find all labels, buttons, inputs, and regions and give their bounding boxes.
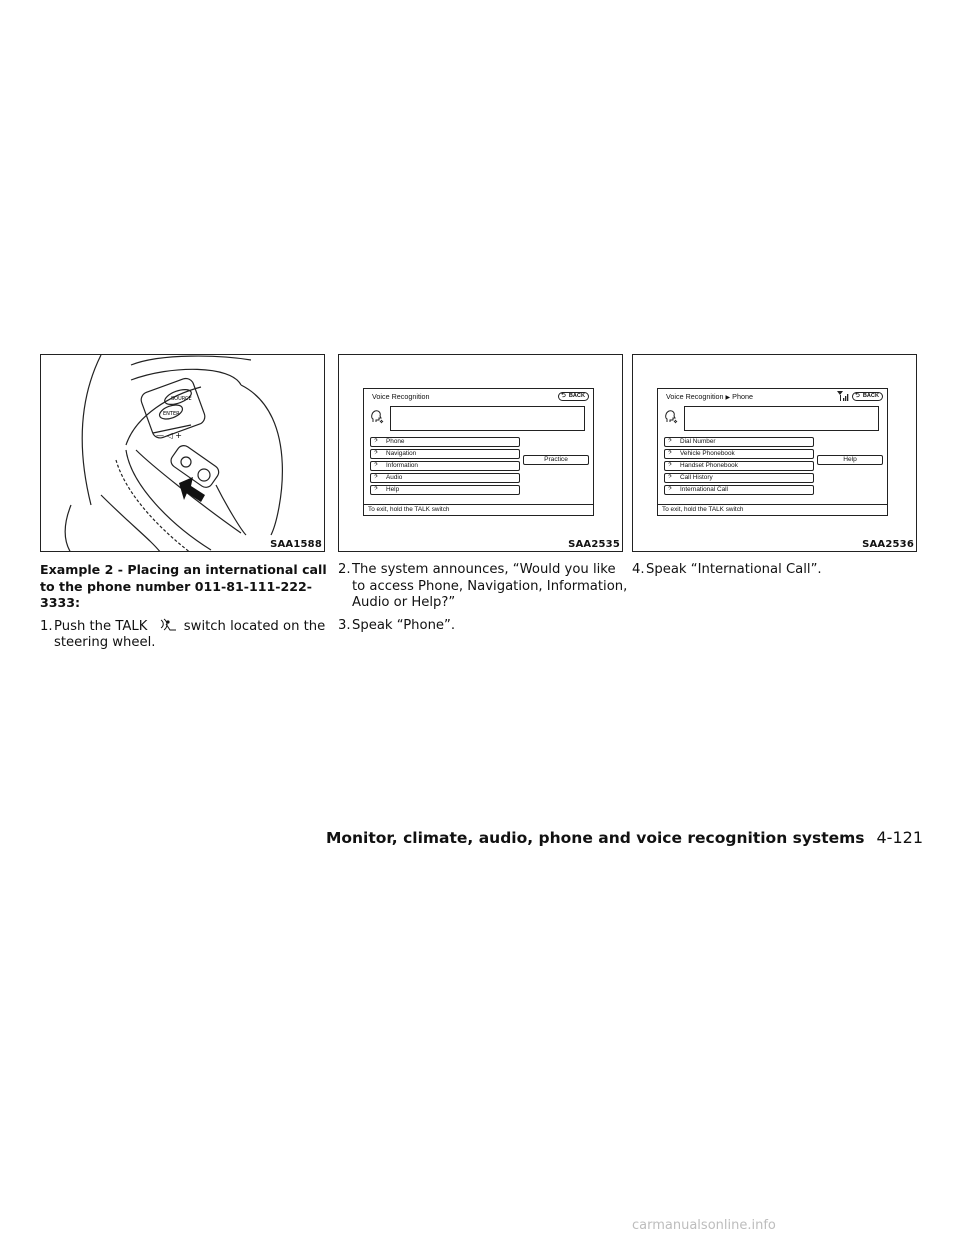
column-1 [40,562,330,658]
step-1 [40,618,330,652]
example-heading: Example 2 - Placing an international call to the phone number 011-81-111-222-3333: [40,562,327,610]
menu-item-help[interactable] [370,485,520,495]
menu-item-navigation[interactable] [370,449,520,459]
menu-item-information[interactable] [370,461,520,471]
menu-item-label: Phone [386,438,405,445]
step-1-text-b: switch located on the steering wheel. [54,618,326,650]
screen-title-sub: Phone [732,392,753,401]
menu-item-dial-number[interactable] [664,437,814,447]
speaking-face-icon [370,409,384,424]
step-3 [338,618,628,635]
figure-code: SAA2536 [862,539,914,550]
step-2 [338,562,628,612]
menu-item-handset-phonebook[interactable] [664,461,814,471]
step-2-text: The system announces, “Would you like to access Phone, Navigation, Information, Audio or Help?” [352,562,628,610]
section-title: Monitor, climate, audio, phone and voice recognition systems [325,829,865,847]
voice-command-icon: 𝄢 [374,439,378,445]
menu-item-label: Handset Phonebook [680,462,738,470]
recognition-display-box [684,406,879,431]
voice-command-icon: 𝄢 [668,487,672,494]
help-button[interactable]: Help [817,455,883,465]
page-number: 4-121 [876,828,923,847]
exit-hint: To exit, hold the TALK switch [364,504,593,515]
speaking-face-icon [664,409,678,424]
back-arrow-icon: ⮌ [855,393,860,399]
menu-item-label: International Call [680,486,728,494]
step-number: 1. [40,618,53,634]
step-3-text: Speak “Phone”. [352,617,456,633]
voice-command-icon: 𝄢 [374,463,378,470]
menu-item-audio[interactable] [370,473,520,483]
back-button[interactable] [558,392,589,401]
step-number: 4. [632,562,645,577]
menu-item-label: Information [386,462,418,470]
screen-title-main: Voice Recognition [666,392,724,401]
voice-recognition-screen [363,388,594,516]
screen-title: Voice Recognition [372,392,430,401]
menu-item-vehicle-phonebook[interactable] [664,449,814,459]
step-number: 3. [338,617,351,633]
column-2 [338,562,628,640]
menu-item-label: Navigation [386,450,417,458]
voice-command-icon: 𝄢 [668,451,672,458]
figure-code: SAA2535 [568,539,620,550]
steering-wheel-illustration [41,355,325,552]
menu-item-call-history[interactable] [664,473,814,483]
figure-voice-recognition [338,354,623,552]
step-4-text: Speak “International Call”. [646,562,822,577]
practice-button[interactable]: Practice [523,455,589,465]
menu-item-international-call[interactable] [664,485,814,495]
svg-text:SOURCE: SOURCE [171,396,192,402]
exit-hint: To exit, hold the TALK switch [658,504,887,515]
column-3 [632,562,922,585]
menu-item-label: Call History [680,474,713,482]
svg-text:ENTER: ENTER [163,411,180,417]
breadcrumb-arrow-icon: ▶ [725,395,731,401]
menu-item-label: Help [386,486,400,494]
watermark[interactable]: carmanualsonline.info [632,1218,776,1233]
recognition-display-box [390,406,585,431]
back-label: BACK [862,393,879,399]
voice-command-icon: 𝄢 [668,463,672,470]
voice-command-icon: 𝄢 [668,439,672,445]
voice-command-icon: 𝄢 [374,487,378,494]
menu-item-label: Vehicle Phonebook [680,450,735,458]
voice-recognition-phone-screen [657,388,888,516]
menu-item-phone[interactable] [370,437,520,447]
menu-item-label: Dial Number [680,438,716,445]
back-button[interactable] [852,392,883,401]
page-footer [326,828,923,847]
step-4 [632,562,922,579]
menu-item-label: Audio [386,474,403,482]
figure-voice-recognition-phone [632,354,917,552]
step-1-text-a: Push the TALK [54,618,148,634]
voice-menu [370,437,520,497]
voice-command-icon: 𝄢 [374,475,378,482]
back-arrow-icon: ⮌ [561,393,566,399]
screen-title [666,392,753,401]
step-number: 2. [338,562,351,577]
svg-text:— ◁ +: — ◁ + [156,431,182,440]
talk-switch-icon [152,618,180,632]
voice-command-icon: 𝄢 [668,475,672,482]
voice-menu [664,437,814,497]
voice-command-icon: 𝄢 [374,451,378,458]
signal-strength-icon [837,391,849,401]
back-label: BACK [568,393,585,399]
figure-code: SAA1588 [270,539,322,550]
figure-steering-wheel [40,354,325,552]
